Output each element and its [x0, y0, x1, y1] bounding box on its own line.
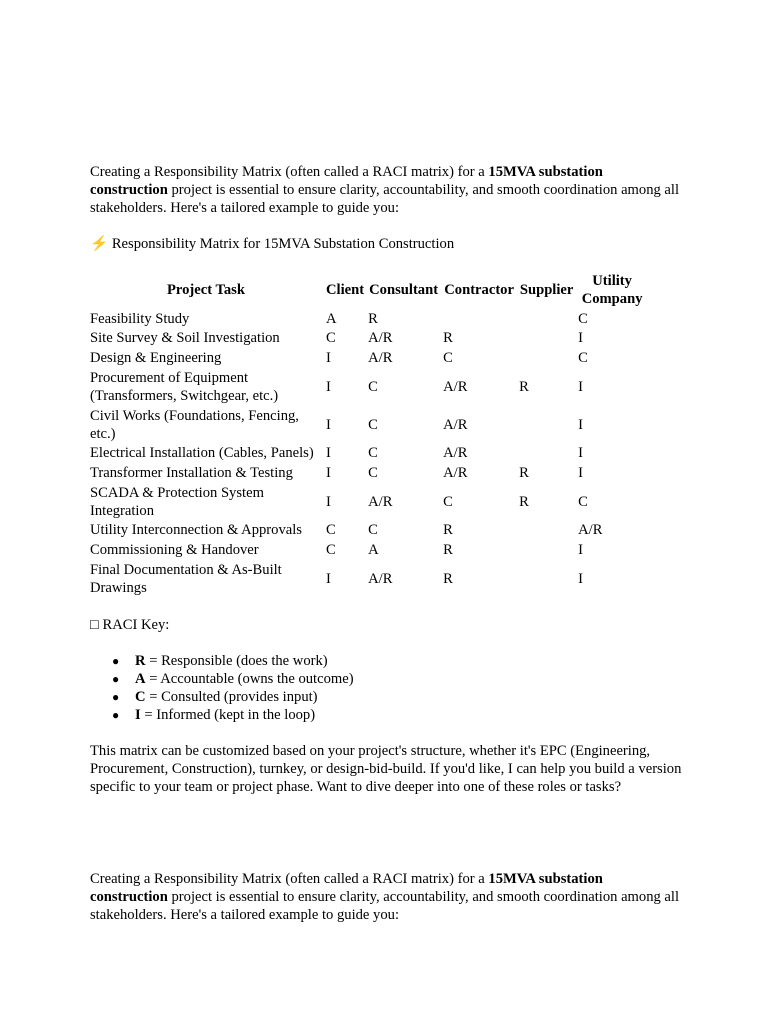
- contractor-cell: R: [443, 570, 453, 587]
- intro-text-1: Creating a Responsibility Matrix (often called a RACI matrix) for a: [90, 164, 489, 180]
- table-header-row: [88, 271, 648, 309]
- contractor-cell: A/R: [443, 378, 468, 395]
- header-project-task: Project Task: [167, 282, 245, 298]
- contractor-cell: C: [443, 493, 453, 510]
- consultant-cell: A: [368, 541, 379, 558]
- raci-key-list: [90, 652, 354, 724]
- intro-text-1: Creating a Responsibility Matrix (often called a RACI matrix) for a: [90, 871, 489, 887]
- task-cell: Electrical Installation (Cables, Panels): [90, 445, 314, 462]
- table-row: [88, 560, 648, 598]
- supplier-cell: [517, 444, 576, 464]
- supplier-cell: [517, 540, 576, 560]
- task-cell: Design & Engineering: [90, 349, 222, 366]
- utility-cell: C: [578, 310, 588, 327]
- utility-cell: A/R: [578, 522, 603, 539]
- contractor-cell: R: [443, 330, 453, 347]
- consultant-cell: A/R: [368, 349, 393, 366]
- table-row: [88, 309, 648, 329]
- client-cell: C: [326, 522, 336, 539]
- bullet-icon: ●: [112, 708, 120, 722]
- supplier-cell: R: [519, 464, 529, 481]
- contractor-cell: [441, 309, 517, 329]
- intro-paragraph-repeat: [90, 870, 680, 924]
- supplier-cell: [517, 406, 576, 444]
- consultant-cell: C: [368, 522, 378, 539]
- task-cell: Site Survey & Soil Investigation: [90, 330, 280, 347]
- task-cell: Commissioning & Handover: [90, 541, 259, 558]
- closing-paragraph: This matrix can be customized based on your project's structure, whether it's EPC (Engineering, Procurement, Construction), turnkey, or design-bid-build. If you'd like, I can help you build a version specific to your team or project phase. Want to dive deeper into one of these roles or tasks?: [90, 743, 682, 795]
- task-cell: Feasibility Study: [90, 310, 190, 327]
- header-client: Client: [326, 282, 365, 298]
- bullet-icon: ●: [112, 654, 120, 668]
- consultant-cell: C: [368, 464, 378, 481]
- supplier-cell: [517, 309, 576, 329]
- header-consultant: Consultant: [369, 282, 439, 298]
- client-cell: I: [326, 570, 331, 587]
- raci-key-title: RACI Key:: [98, 617, 170, 633]
- task-cell: Transformer Installation & Testing: [90, 464, 293, 481]
- contractor-cell: A/R: [443, 464, 468, 481]
- client-cell: I: [326, 493, 331, 510]
- utility-cell: I: [578, 378, 583, 395]
- utility-cell: I: [578, 416, 583, 433]
- key-letter: A: [135, 671, 146, 687]
- matrix-heading: [90, 235, 680, 253]
- contractor-cell: C: [443, 349, 453, 366]
- table-row: [88, 463, 648, 483]
- key-letter: C: [135, 689, 146, 705]
- supplier-cell: [517, 521, 576, 541]
- client-cell: I: [326, 464, 331, 481]
- task-cell: SCADA & Protection System Integration: [90, 484, 264, 519]
- intro-text-2: project is essential to ensure clarity, accountability, and smooth coordination among all stakeholders. Here's a tailored example to guide you:: [90, 182, 680, 216]
- client-cell: I: [326, 349, 331, 366]
- utility-cell: I: [578, 541, 583, 558]
- table-row: [88, 329, 648, 349]
- supplier-cell: R: [519, 493, 529, 510]
- intro-bold-1: 15MVA substation: [488, 164, 603, 180]
- client-cell: I: [326, 378, 331, 395]
- table-row: [88, 444, 648, 464]
- consultant-cell: A/R: [368, 493, 393, 510]
- list-item: [112, 688, 354, 706]
- consultant-cell: C: [368, 378, 378, 395]
- consultant-cell: A/R: [368, 330, 393, 347]
- consultant-cell: R: [368, 310, 378, 327]
- key-description: = Informed (kept in the loop): [140, 707, 316, 723]
- intro-text-2: project is essential to ensure clarity, accountability, and smooth coordination among all stakeholders. Here's a tailored example to guide you:: [90, 889, 680, 923]
- utility-cell: I: [578, 330, 583, 347]
- matrix-heading-text: Responsibility Matrix for 15MVA Substation Construction: [108, 236, 455, 252]
- lightning-icon: ⚡: [90, 236, 109, 252]
- header-supplier: Supplier: [519, 282, 574, 298]
- contractor-cell: R: [443, 522, 453, 539]
- raci-key-heading: [90, 616, 680, 634]
- table-row: [88, 483, 648, 521]
- key-description: = Consulted (provides input): [145, 689, 318, 705]
- utility-cell: I: [578, 464, 583, 481]
- table-row: [88, 368, 648, 406]
- consultant-cell: C: [368, 416, 378, 433]
- bullet-icon: ●: [112, 690, 120, 704]
- key-letter: I: [135, 707, 141, 723]
- utility-cell: C: [578, 349, 588, 366]
- contractor-cell: A/R: [443, 416, 468, 433]
- task-cell: Utility Interconnection & Approvals: [90, 522, 302, 539]
- supplier-cell: R: [519, 378, 529, 395]
- intro-paragraph: [90, 163, 680, 217]
- client-cell: C: [326, 541, 336, 558]
- client-cell: I: [326, 416, 331, 433]
- task-cell: Final Documentation & As-Built Drawings: [90, 561, 282, 596]
- list-item: [112, 652, 354, 670]
- table-row: [88, 348, 648, 368]
- intro-bold-2: construction: [90, 889, 168, 905]
- table-row: [88, 406, 648, 444]
- utility-cell: I: [578, 445, 583, 462]
- list-item: [112, 706, 354, 724]
- key-letter: R: [135, 653, 146, 669]
- header-contractor: Contractor: [444, 282, 514, 298]
- consultant-cell: C: [368, 445, 378, 462]
- table-row: [88, 540, 648, 560]
- bullet-icon: ●: [112, 672, 120, 686]
- supplier-cell: [517, 329, 576, 349]
- utility-cell: C: [578, 493, 588, 510]
- intro-bold-1: 15MVA substation: [488, 871, 603, 887]
- task-cell: Procurement of Equipment (Transformers, Switchgear, etc.): [90, 369, 279, 404]
- box-icon: □: [90, 617, 99, 633]
- intro-bold-2: construction: [90, 182, 168, 198]
- utility-cell: I: [578, 570, 583, 587]
- table-row: [88, 521, 648, 541]
- supplier-cell: [517, 560, 576, 598]
- contractor-cell: R: [443, 541, 453, 558]
- task-cell: Civil Works (Foundations, Fencing, etc.): [90, 407, 299, 442]
- header-utility-company: Utility Company: [581, 273, 643, 307]
- client-cell: A: [326, 310, 337, 327]
- consultant-cell: A/R: [368, 570, 393, 587]
- contractor-cell: A/R: [443, 445, 468, 462]
- list-item: [112, 670, 354, 688]
- raci-table: [88, 271, 648, 598]
- client-cell: I: [326, 445, 331, 462]
- key-description: = Accountable (owns the outcome): [145, 671, 354, 687]
- key-description: = Responsible (does the work): [145, 653, 328, 669]
- client-cell: C: [326, 330, 336, 347]
- supplier-cell: [517, 348, 576, 368]
